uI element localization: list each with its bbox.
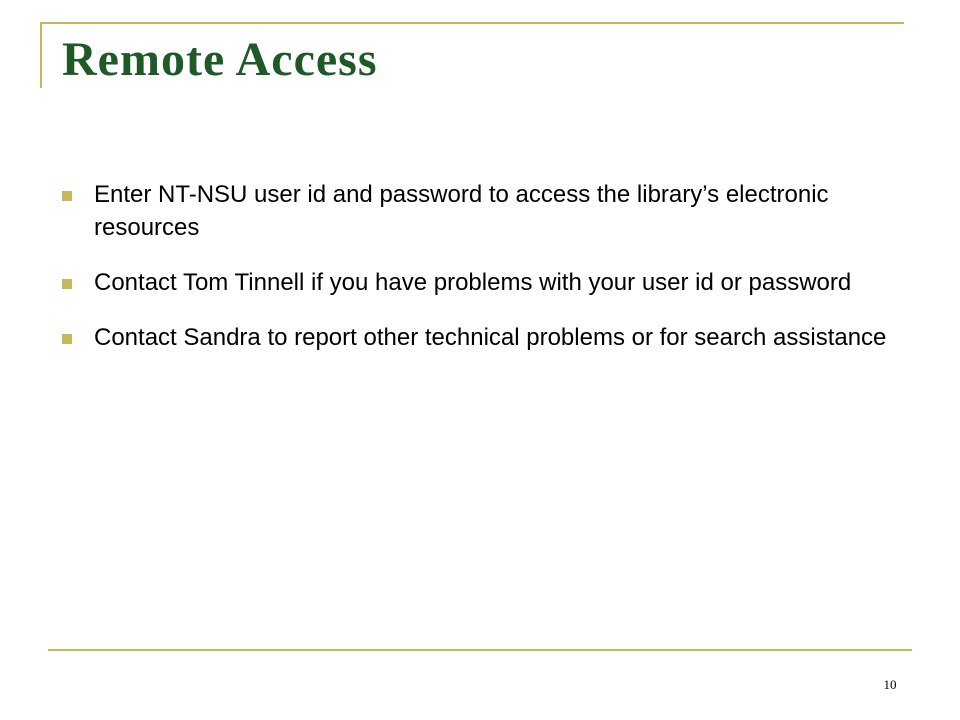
- page-number: 10: [883, 677, 897, 692]
- bullet-list: [62, 178, 902, 376]
- left-border-rule: [40, 22, 42, 88]
- bullet-text: Contact Sandra to report other technical problems or for search assistance: [94, 324, 887, 351]
- bullet-item: [62, 178, 902, 244]
- slide-title: Remote Access: [62, 33, 378, 86]
- square-bullet-icon: [62, 334, 72, 344]
- bullet-item: [62, 266, 902, 299]
- bullet-text: Enter NT-NSU user id and password to access the library’s electronic resources: [94, 181, 829, 241]
- square-bullet-icon: [62, 191, 72, 201]
- square-bullet-icon: [62, 279, 72, 289]
- bullet-text: Contact Tom Tinnell if you have problems with your user id or password: [94, 269, 852, 296]
- top-border-rule: [40, 22, 904, 24]
- bullet-item: [62, 321, 902, 354]
- bottom-border-rule: [48, 649, 912, 651]
